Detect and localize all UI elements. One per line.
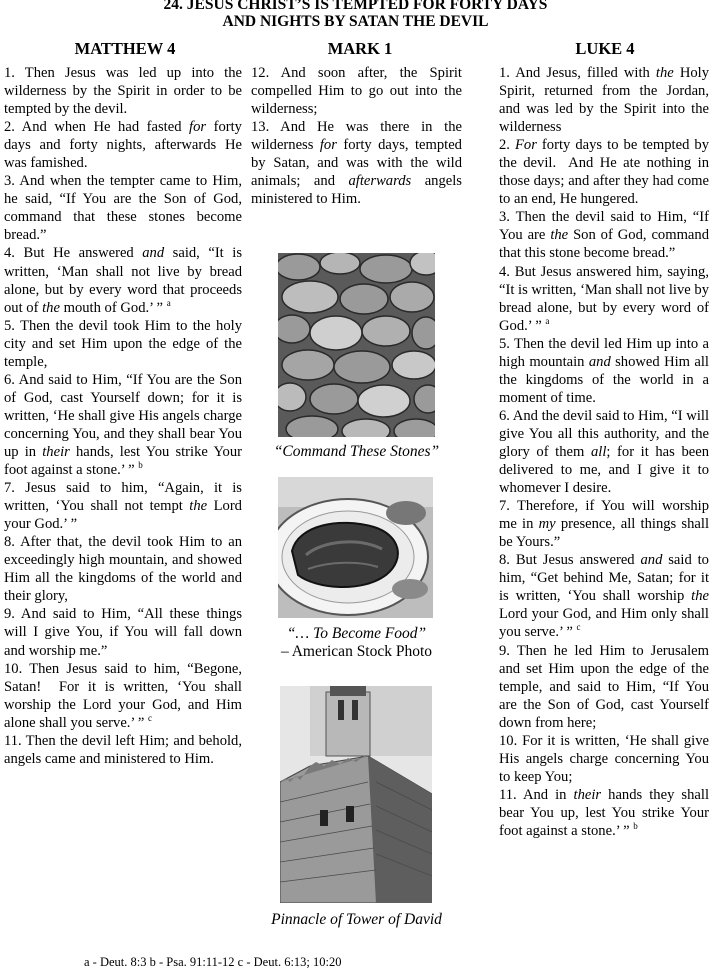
verse: 11. Then the devil left Him; and behold, angels came and ministered to Him. — [4, 732, 242, 767]
verse: 2. And when He had fasted for forty days and forty nights, afterwards He was famished. — [4, 119, 242, 172]
verse: 9. And said to Him, “All these things will I give You, if You will fall down and worship me.” — [4, 606, 242, 659]
tower-caption: Pinnacle of Tower of David — [271, 911, 442, 928]
verse: 7. Therefore, if You will worship me in my presence, all things shall be Yours.” — [499, 498, 709, 551]
verse: 3. Then the devil said to Him, “If You are the Son of God, command that this stone become bread.” — [499, 209, 709, 262]
verse: 8. But Jesus answered and said to him, “Get behind Me, Satan; for it is written, ‘You shall worship the Lord your God, and Him only shall you serve.’ ” $^c$ — [499, 552, 709, 641]
steak-food-photo — [278, 477, 433, 618]
food-photo-credit: – American Stock Photo — [280, 643, 433, 660]
verse: 10. Then Jesus said to him, “Begone, Satan! For it is written, ‘You shall worship the Lord your God, and Him alone shall you serve.’ ” $^c$ — [4, 660, 242, 731]
verse: 6. And the devil said to Him, “I will give You all this authority, and the glory of them all; for it has been delivered to me, and I give it to whomever I desire. — [499, 407, 709, 497]
verse: 2. For forty days to be tempted by the devil. And He ate nothing in those days; and after they had come to an end, He hungered. — [499, 137, 709, 208]
footnote: a - Deut. 8:3 b - Psa. 91:11-12 c - Deut. 6:13; 10:20 — [84, 955, 342, 969]
mark-heading: MARK 1 — [327, 39, 393, 58]
page-title — [0, 0, 711, 30]
verse: 13. And He was there in the wilderness for forty days, tempted by Satan, and was with the wild animals; and afterwards angels ministered to Him. — [251, 119, 462, 208]
verse: 12. And soon after, the Spirit compelled Him to go out into the wilderness; — [251, 65, 462, 118]
verse: 4. But Jesus answered him, saying, “It is written, ‘Man shall not live by bread alone, but by every word of God.’ ” $^a$ — [499, 263, 709, 334]
title-line-2: AND NIGHTS BY SATAN THE DEVIL — [222, 13, 489, 30]
matthew-heading: MATTHEW 4 — [74, 39, 176, 58]
stones-caption: “Command These Stones” — [273, 443, 440, 460]
verse: 11. And in their hands they shall bear You up, lest You strike Your foot against a stone.’ ” $^b$ — [499, 786, 709, 839]
verse: 4. But He answered and said, “It is written, ‘Man shall not live by bread alone, but by every word that proceeds out of the mouth of God.’ ” $^a$ — [4, 245, 242, 316]
verse: 1. And Jesus, filled with the Holy Spirit, returned from the Jordan, and was led by the Spirit into the wilderness — [499, 65, 710, 136]
tower-of-david-photo — [280, 686, 432, 903]
verse: 8. After that, the devil took Him to an exceedingly high mountain, and showed Him all the kingdoms of the world and their glory, — [4, 534, 242, 605]
verse: 7. Jesus said to him, “Again, it is written, ‘You shall not tempt the Lord your God.’ ” — [4, 480, 242, 533]
verse: 5. Then the devil led Him up into a high mountain and showed Him all the kingdoms of the world in a moment of time. — [499, 335, 709, 406]
food-caption-block — [251, 625, 462, 661]
food-caption: “… To Become Food” — [286, 625, 427, 642]
verse: 10. For it is written, ‘He shall give His angels charge concerning You to keep You; — [499, 732, 709, 785]
luke-heading: LUKE 4 — [575, 39, 635, 58]
stones-photo — [278, 253, 435, 437]
verse: 1. Then Jesus was led up into the wilderness by the Spirit in order to be tempted by the devil. — [4, 65, 242, 118]
verse: 9. Then he led Him to Jerusalem and set Him upon the edge of the temple, and said to Him, “If You are the Son of God, cast Yourself down from here; — [499, 642, 709, 731]
luke-column — [499, 64, 709, 840]
verse: 5. Then the devil took Him to the holy city and set Him upon the edge of the temple, — [4, 317, 242, 370]
mark-column — [251, 64, 462, 208]
title-line-1: 24. JESUS CHRIST’S IS TEMPTED FOR FORTY DAYS — [163, 0, 548, 13]
matthew-column — [4, 64, 242, 768]
verse: 6. And said to Him, “If You are the Son of God, cast Yourself down; for it is written, ‘He shall give His angels charge concerning You, and they shall bear You up in their hands, lest You strike Your foot against a stone.’ ” $^b$ — [4, 371, 243, 479]
verse: 3. And when the tempter came to Him, he said, “If You are the Son of God, command that these stones become bread.” — [4, 173, 242, 244]
